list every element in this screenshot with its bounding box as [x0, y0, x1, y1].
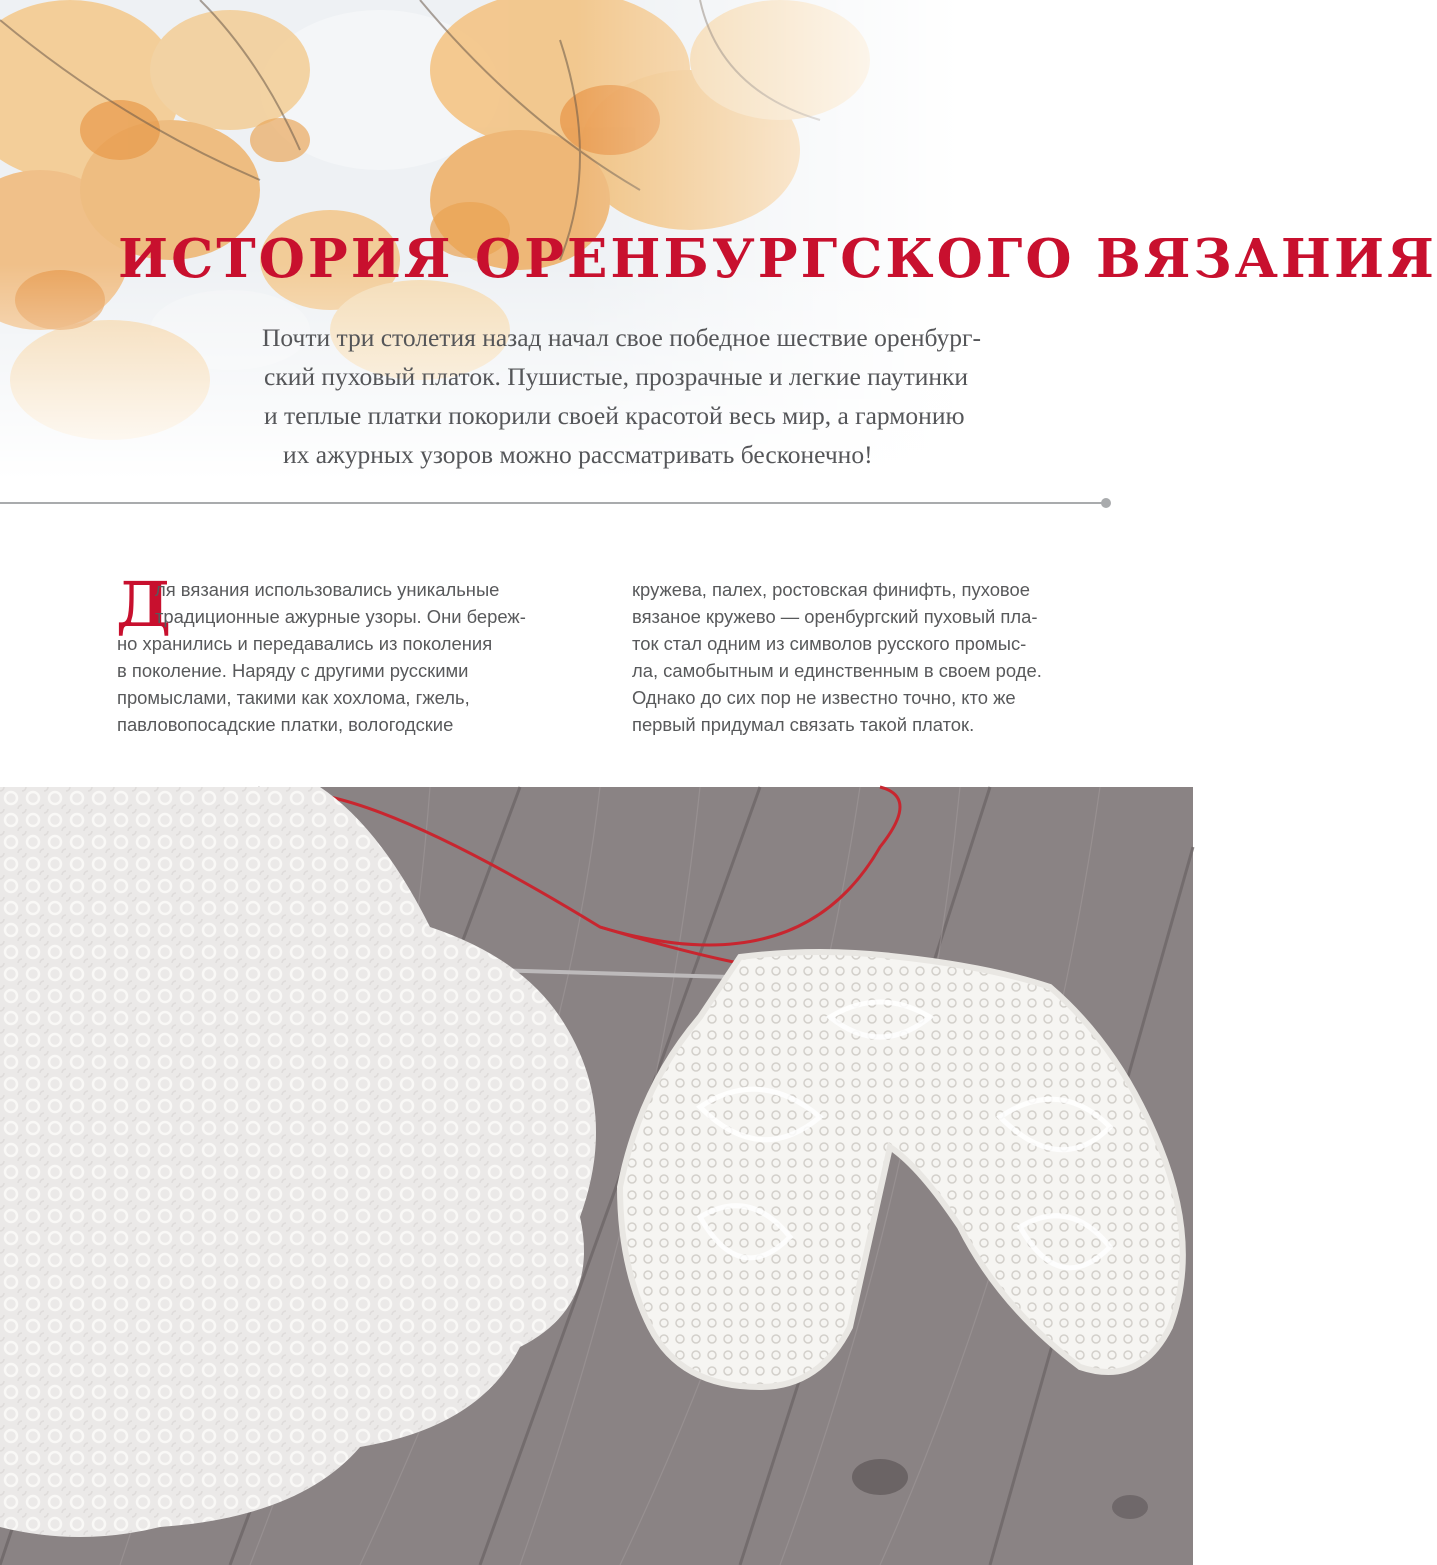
lead-paragraph	[262, 318, 1112, 474]
body-column-left	[116, 568, 597, 738]
page-title: ИСТОРИЯ ОРЕНБУРГСКОГО ВЯЗАНИЯ	[118, 228, 1437, 290]
lace-shawl-photo	[0, 787, 1193, 1565]
body-line: промыслами, такими как хохлома, гжель,	[117, 687, 470, 708]
lead-line: их ажурных узоров можно рассматривать бесконечно!	[283, 440, 873, 469]
body-line: ля вязания использовались уникальные	[155, 579, 500, 600]
body-line: первый придумал связать такой платок.	[632, 714, 975, 735]
lead-line: Почти три столетия назад начал свое победное шествие оренбург-	[262, 323, 981, 352]
drop-cap: Д	[116, 568, 172, 641]
body-line: но хранились и передавались из поколения	[117, 633, 493, 654]
body-line: ла, самобытным и единственным в своем роде.	[632, 660, 1042, 681]
body-line: павловопосадские платки, вологодские	[117, 714, 454, 735]
body-line: кружева, палех, ростовская финифть, пуховое	[632, 579, 1030, 600]
divider-end-dot	[1101, 498, 1111, 508]
body-line: Однако до сих пор не известно точно, кто же	[632, 687, 1016, 708]
body-line: вязаное кружево — оренбургский пуховый пла-	[632, 606, 1038, 627]
body-line: традиционные ажурные узоры. Они береж-	[155, 606, 526, 627]
section-divider	[0, 502, 1104, 504]
body-column-right	[632, 576, 1112, 738]
body-line: ток стал одним из символов русского промыс-	[632, 633, 1027, 654]
body-line: в поколение. Наряду с другими русскими	[117, 660, 469, 681]
lead-line: и теплые платки покорили своей красотой весь мир, а гармонию	[264, 401, 965, 430]
lead-line: ский пуховый платок. Пушистые, прозрачные и легкие паутинки	[264, 362, 969, 391]
